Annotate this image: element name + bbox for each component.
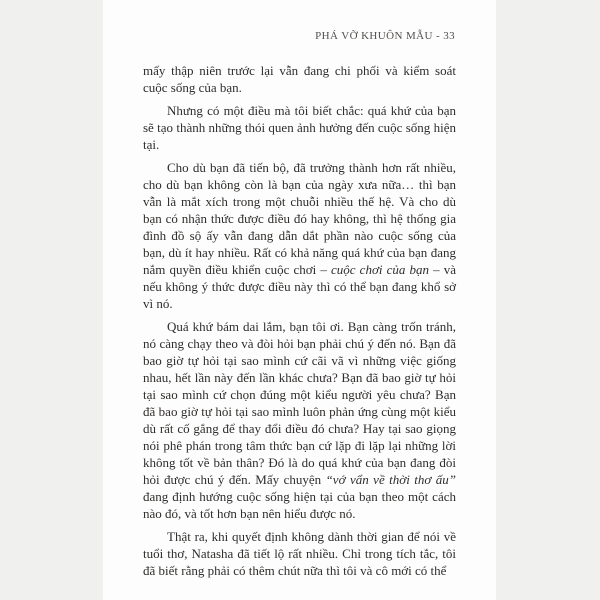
text-segment: Thật ra, khi quyết định không dành thời gian để nói về tuổi thơ, Natasha đã tiết lộ rất nhiều. Chỉ trong tích tắc, tôi đã biết rằng phải có thêm chút nữa thì tôi và cô mới có thể (143, 529, 456, 578)
italic-text-segment: “vớ vẩn về thời thơ ấu” (325, 472, 456, 487)
italic-text-segment: cuộc chơi của bạn (331, 262, 429, 277)
paragraph-4 (143, 318, 456, 522)
paragraph-5 (143, 528, 456, 579)
text-segment: mấy thập niên trước lại vẫn đang chi phối và kiểm soát cuộc sống của bạn. (143, 63, 456, 95)
text-segment: Quá khứ bám dai lắm, bạn tôi ơi. Bạn càng trốn tránh, nó càng chạy theo và đòi hỏi bạn phải chú ý đến nó. Bạn đã bao giờ tự hỏi tại sao mình cứ cãi vã vì những việc giống nhau, hết lần này đến lần khác chưa? Bạn đã bao giờ tự hỏi tại sao mình cứ chọn đúng một kiểu người yêu chưa? Bạn đã bao giờ tự hỏi tại sao mình luôn phản ứng cùng một kiểu dù rất cố gắng để thay đổi điều đó chưa? Hay tại sao giọng nói phê phán trong tâm thức bạn cứ lặp đi lặp lại những lời không tốt về bản thân? Đó là do quá khứ của bạn đang đòi hỏi được chú ý đến. Mấy chuyện (143, 319, 456, 487)
text-segment: đang định hướng cuộc sống hiện tại của bạn theo một cách nào đó, và tốt hơn bạn nên hiểu được nó. (143, 489, 456, 521)
paragraph-1 (143, 62, 456, 96)
text-segment: Nhưng có một điều mà tôi biết chắc: quá khứ của bạn sẽ tạo thành những thói quen ảnh hưởng đến cuộc sống hiện tại. (143, 103, 456, 152)
running-header: PHÁ VỠ KHUÔN MẪU - 33 (315, 30, 455, 42)
page-body (143, 62, 456, 585)
text-segment: Cho dù bạn đã tiến bộ, đã trưởng thành hơn rất nhiều, cho dù bạn không còn là bạn của ngày xưa nữa… thì bạn vẫn là mắt xích trong một chuỗi nhiều thế hệ. Và cho dù bạn có nhận thức được điều đó hay không, thì hệ thống gia đình đồ sộ ấy vẫn đang dẫn dắt phần nào cuộc sống của bạn, dù ít hay nhiều. Rất có khả năng quá khứ của bạn đang nắm quyền điều khiển cuộc chơi – (143, 160, 456, 277)
paragraph-3 (143, 159, 456, 312)
paragraph-2 (143, 102, 456, 153)
book-page (103, 0, 496, 600)
text-segment: – và nếu không ý thức được điều này thì có thể bạn đang khổ sở vì nó. (143, 262, 456, 311)
